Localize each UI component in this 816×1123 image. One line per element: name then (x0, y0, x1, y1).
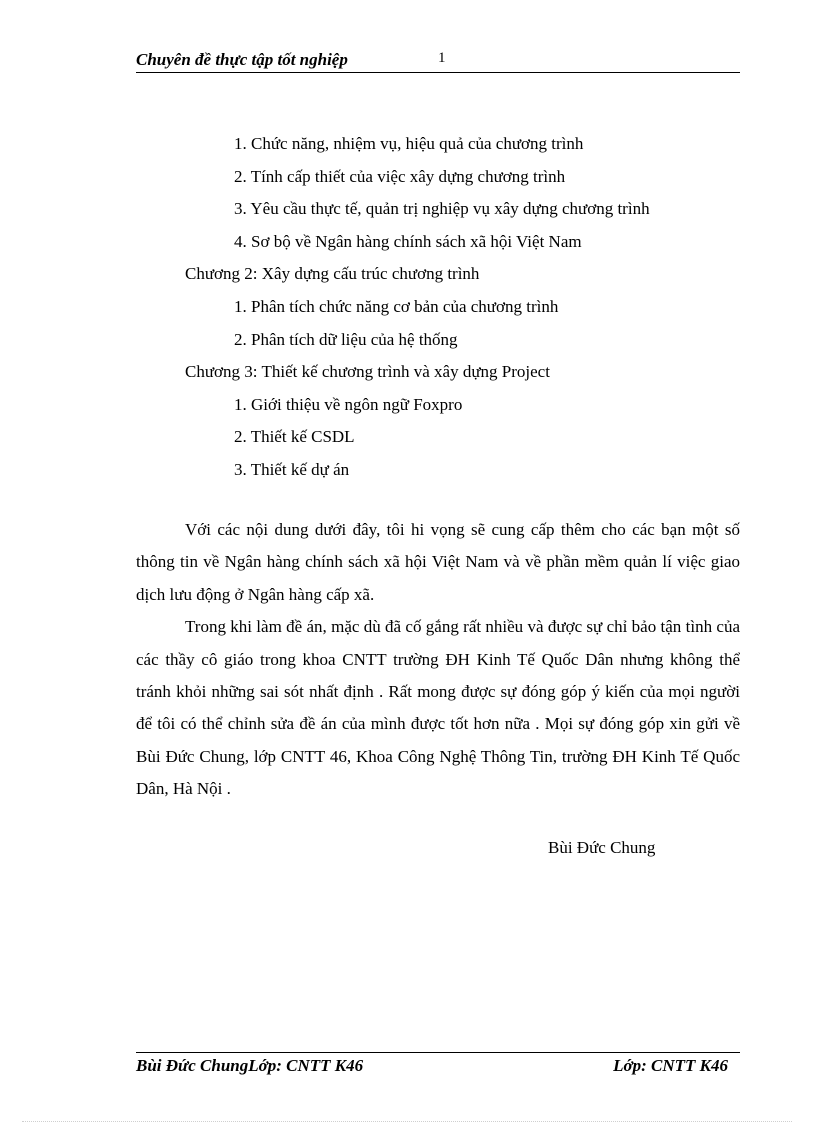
toc-item: 1. Giới thiệu về ngôn ngữ Foxpro (234, 394, 463, 414)
toc-item: 2. Tính cấp thiết của việc xây dựng chương trình (234, 166, 566, 186)
body-paragraph-2: Trong khi làm đề án, mặc dù đã cố gắng rất nhiều và được sự chỉ bảo tận tình của các thầy cô giáo trong khoa CNTT trường ĐH Kinh Tế Quốc Dân nhưng không thể tránh khỏi những sai sót nhất định . Rất mong được sự đóng góp ý kiến của mọi người để tôi có thể chỉnh sửa đề án của mình được tốt hơn nữa . Mọi sự đóng góp xin gửi về Bùi Đức Chung, lớp CNTT 46, Khoa Công Nghệ Thông Tin, trường ĐH Kinh Tế Quốc Dân, Hà Nội . (136, 617, 740, 799)
page-edge-divider (22, 1121, 792, 1122)
toc-chapter-3: Chương 3: Thiết kế chương trình và xây dựng Project (185, 362, 550, 382)
page-number: 1 (438, 50, 446, 66)
signature-name: Bùi Đức Chung (548, 838, 656, 857)
toc-item: 1. Chức năng, nhiệm vụ, hiệu quả của chương trình (234, 134, 584, 153)
toc-item: 3. Thiết kế dự án (234, 459, 350, 479)
page-footer (136, 1052, 740, 1077)
toc-item: 2. Phân tích dữ liệu của hệ thống (234, 329, 458, 349)
toc-item: 4. Sơ bộ về Ngân hàng chính sách xã hội Việt Nam (234, 231, 582, 251)
footer-left: Bùi Đức ChungLớp: CNTT K46 (136, 1056, 364, 1075)
toc-item: 1. Phân tích chức năng cơ bản của chương trình (234, 296, 559, 316)
table-of-contents (136, 128, 740, 487)
toc-chapter-2: Chương 2: Xây dựng cấu trúc chương trình (185, 264, 480, 284)
toc-item: 2. Thiết kế CSDL (234, 427, 355, 447)
footer-right: Lớp: CNTT K46 (613, 1056, 728, 1075)
body-paragraph-1: Với các nội dung dưới đây, tôi hi vọng sẽ cung cấp thêm cho các bạn một số thông tin về Ngân hàng chính sách xã hội Việt Nam và về phần mềm quản lí việc giao dịch lưu động ở Ngân hàng cấp xã. (136, 520, 740, 604)
toc-item: 3. Yêu cầu thực tế, quản trị nghiệp vụ xây dựng chương trình (234, 199, 650, 219)
page-header (136, 48, 740, 73)
body-text (136, 514, 740, 806)
header-title: Chuyên đề thực tập tốt nghiệp (136, 50, 348, 69)
